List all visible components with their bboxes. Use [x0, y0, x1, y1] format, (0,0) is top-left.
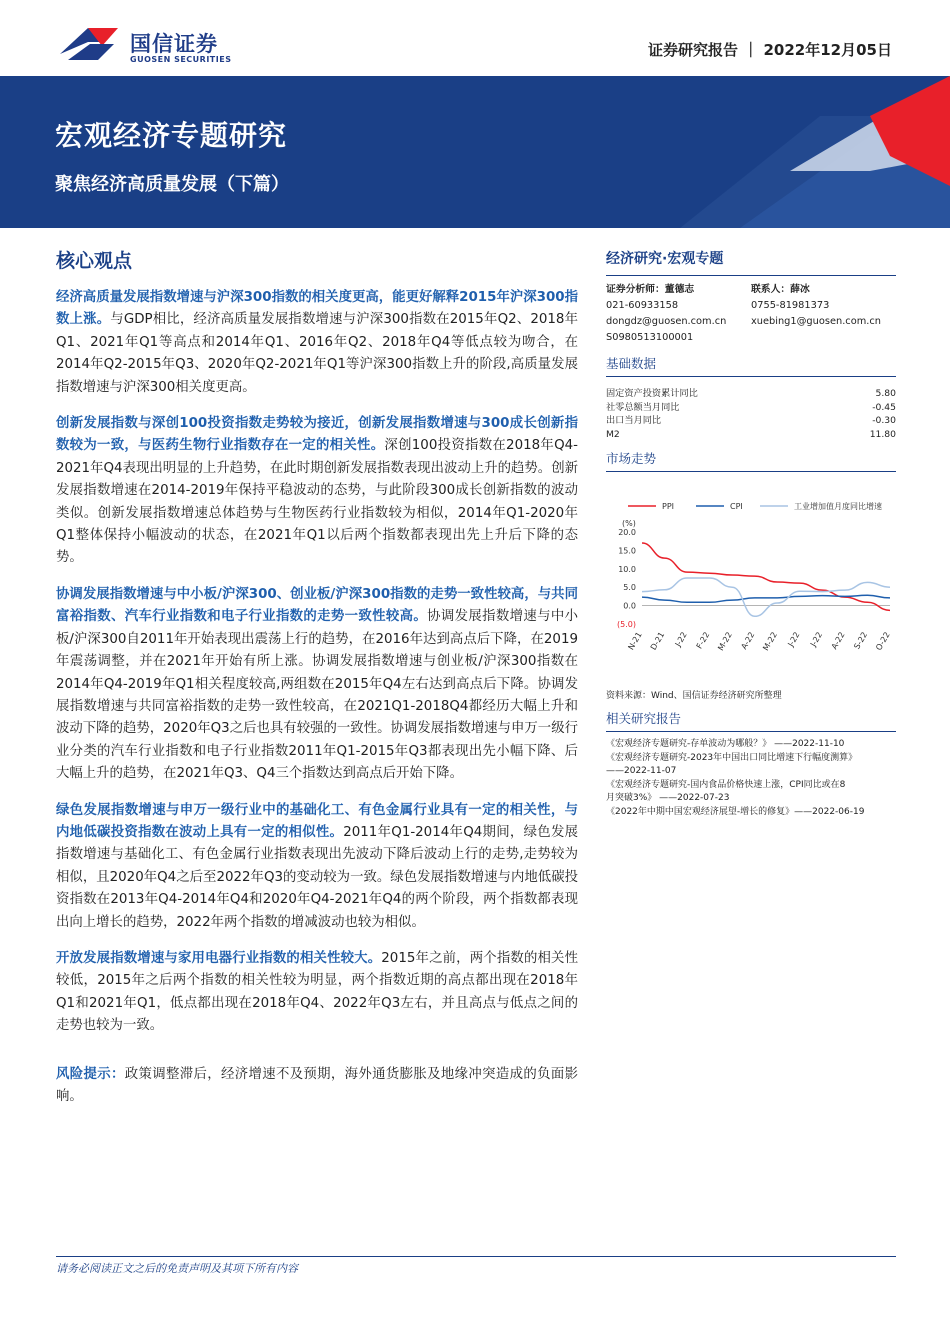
x-tick-label: J-22 — [786, 630, 802, 649]
x-tick-label: M-22 — [761, 630, 780, 653]
report-subtitle: 聚焦经济高质量发展（下篇） — [55, 174, 289, 195]
x-tick-label: J-22 — [673, 630, 689, 649]
paragraph-text: 2011年Q1-2014年Q4期间，绿色发展指数增速与基础化工、有色金属行业指数表现出先波动下降后波动上行的走势,走势较为相似，且2020年Q4之后至2022年Q3的变动较为一致。绿色发展指数增速与内地低碳投资指数在2013年Q4-2014年Q4和2020年Q4-2021年Q4的两个阶段，两个指数都表现出向上增长的趋势，2022年两个指数的增减波动也较为相似。 — [56, 824, 579, 930]
paragraph-highlight: 协调发展指数增速与中小板/沪深300、创业板/沪深300指数的走势一致性较高，与共同富裕指数、汽车行业指数和电子行业指数的走势一致性较高。 — [56, 586, 578, 625]
series-line — [642, 543, 890, 610]
paragraph-2 — [56, 413, 578, 570]
stat-label: 社零总额当月同比 — [606, 401, 680, 413]
stat-row — [606, 428, 896, 442]
x-tick-label: N-21 — [626, 630, 644, 652]
analyst-name: 联系人：薛冰 — [751, 284, 810, 295]
footer-disclaimer: 请务必阅读正文之后的免责声明及其项下所有内容 — [56, 1262, 298, 1275]
risk-label: 风险提示： — [56, 1066, 125, 1082]
logo-text-en: GUOSEN SECURITIES — [130, 55, 232, 64]
related-reports-list — [606, 738, 896, 820]
y-tick-label: 15.0 — [618, 546, 636, 556]
related-report-item[interactable]: 《宏观经济专题研究-存单波动为哪般？》 ——2022-11-10 — [606, 739, 845, 749]
y-tick-label: 0.0 — [623, 601, 636, 611]
analyst-email[interactable]: dongdz@guosen.com.cn — [606, 316, 727, 327]
x-tick-label: S-22 — [852, 630, 870, 651]
stat-row — [606, 401, 896, 415]
line-chart — [606, 484, 896, 684]
analyst-2 — [751, 282, 896, 346]
legend-label: CPI — [730, 502, 743, 511]
x-tick-label: M-22 — [716, 630, 734, 653]
paragraph-4 — [56, 800, 578, 934]
related-report-item: ——2022-11-07 — [606, 766, 677, 777]
market-trend-chart — [606, 484, 896, 684]
related-report-item[interactable]: 《宏观经济专题研究-国内食品价格快速上涨，CPI同比或在8 — [606, 779, 846, 790]
stat-label: 固定资产投资累计同比 — [606, 388, 698, 399]
analyst-phone: 0755-81981373 — [751, 300, 830, 311]
basic-data-title: 基础数据 — [606, 348, 896, 377]
footer-divider — [56, 1256, 896, 1257]
market-trend-title: 市场走势 — [606, 443, 896, 472]
analyst-phone: 021-60933158 — [606, 300, 679, 311]
x-tick-label: D-21 — [648, 630, 667, 652]
x-tick-label: A-22 — [829, 630, 847, 651]
report-type-date: 证券研究报告 ｜ 2022年12月05日 — [648, 41, 892, 59]
y-tick-label: (5.0) — [617, 620, 636, 629]
stat-label: 出口当月同比 — [606, 415, 662, 426]
stat-value: -0.30 — [872, 415, 896, 426]
paragraph-text: 与GDP相比，经济高质量发展指数增速与沪深300指数在2015年Q2、2018年Q1、2021年Q1等高点和2014年Q1、2016年Q2、2018年Q4等低点较为吻合，在2014年Q2-2015年Q3、2020年Q2-2021年Q1等沪深300指数上升的阶段,高质量发展指数增速与沪深300相关度更高。 — [56, 312, 579, 395]
related-report-item[interactable]: 《2022年中期中国宏观经济展望-增长的修复》——2022-06-19 — [606, 806, 865, 817]
y-axis-unit: (%) — [622, 519, 636, 528]
paragraph-1 — [56, 287, 578, 399]
risk-warning — [56, 1064, 578, 1109]
risk-text: 政策调整滞后，经济增速不及预期，海外通货膨胀及地缘冲突造成的负面影响。 — [56, 1066, 579, 1104]
report-title: 宏观经济专题研究 — [55, 119, 288, 152]
paragraph-text: 协调发展指数增速与中小板/沪深300自2011年开始表现出震荡上行的趋势，在2016年达到高点后下降，在2019年震荡调整，并在2021年开始有所上涨。协调发展指数增速与创业板/沪深300指数在2014年Q4-2019年Q1相关程度较高,两组数在2015年Q4左右达到高点后下降。协调发展指数增速与共同富裕指数的走势一致性较高，在2021Q1-2018Q4都经历大幅上升和波动下降的趋势，2020年Q3之后也具有较强的一致性。协调发展指数增速与申万一级行业分类的汽车行业指数和电子行业指数2011年Q1-2015年Q3都表现出先小幅下降、后大幅上升的趋势，在2021年Q3、Q4三个指数达到高点后开始下降。 — [56, 609, 579, 782]
section-title: 核心观点 — [56, 250, 133, 272]
legend-label: 工业增加值月度同比增速 — [794, 502, 882, 511]
analyst-name: 证券分析师：董德志 — [606, 284, 695, 295]
stat-value: 5.80 — [875, 388, 896, 399]
legend-label: PPI — [662, 502, 675, 511]
paragraph-highlight: 绿色发展指数增速与申万一级行业中的基础化工、有色金属行业具有一定的相关性，与内地低碳投资指数在波动上具有一定的相似性。 — [56, 802, 578, 840]
banner-decoration — [620, 76, 950, 228]
chart-source: 资料来源：Wind、国信证券经济研究所整理 — [606, 691, 782, 701]
page-header — [0, 0, 950, 76]
x-tick-label: O-22 — [874, 630, 892, 652]
stat-row — [606, 414, 896, 428]
report-category: 经济研究·宏观专题 — [606, 248, 896, 276]
x-tick-label: J-22 — [808, 630, 825, 649]
analyst-email[interactable]: xuebing1@guosen.com.cn — [751, 316, 881, 327]
x-tick-label: F-22 — [694, 630, 712, 651]
analyst-info — [606, 282, 896, 346]
related-report-item: 月突破3%》 ——2022-07-23 — [606, 793, 730, 804]
paragraph-3 — [56, 584, 578, 786]
paragraph-highlight: 创新发展指数与深创100投资指数走势较为接近，创新发展指数增速与300成长创新指数较为一致，与医药生物行业指数存在一定的相关性。 — [56, 416, 578, 454]
analyst-1 — [606, 282, 751, 346]
sidebar — [606, 248, 896, 820]
y-tick-label: 10.0 — [618, 564, 636, 574]
paragraph-text: 深创100投资指数在2018年Q4-2021年Q4表现出明显的上升趋势，在此时期创新发展指数表现出波动上升的趋势。创新发展指数增速在2014-2019年保持平稳波动的态势，与此阶段300成长创新指数的波动类似。创新发展指数增速总体趋势与生物医药行业指数较为相似，2014年Q1-2020年Q1整体保持小幅波动的状态，在2021年Q1以后两个指数都表现出先上升后下降的态势。 — [56, 438, 579, 566]
core-viewpoints — [56, 246, 578, 1122]
related-report-item[interactable]: 《宏观经济专题研究-2023年中国出口同比增速下行幅度测算》 — [606, 752, 858, 763]
y-tick-label: 5.0 — [623, 583, 636, 593]
y-tick-label: 20.0 — [618, 528, 636, 537]
logo-text-cn: 国信证券 — [130, 32, 218, 56]
basic-data-table — [606, 387, 896, 441]
title-banner — [0, 76, 950, 228]
stat-value: 11.80 — [869, 428, 896, 440]
x-tick-label: A-22 — [739, 630, 757, 651]
paragraph-5 — [56, 948, 578, 1038]
paragraph-highlight: 开放发展指数增速与家用电器行业指数的相关性较大。 — [56, 950, 382, 966]
stat-row — [606, 387, 896, 401]
paragraph-text: 2015年之前，两个指数的相关性较低，2015年之后两个指数的相关性较为明显，两个指数近期的高点都出现在2018年Q1和2021年Q1，低点都出现在2018年Q4、2022年Q3左右，并且高点与低点之间的走势也较为一致。 — [56, 950, 578, 1034]
stat-label: M2 — [606, 428, 620, 440]
guosen-logo-icon — [58, 24, 120, 64]
stat-value: -0.45 — [872, 401, 896, 413]
related-reports-title: 相关研究报告 — [606, 703, 896, 732]
analyst-cert: S0980513100001 — [606, 332, 694, 343]
paragraph-highlight: 经济高质量发展指数增速与沪深300指数的相关度更高，能更好解释2015年沪深300指数上涨。 — [56, 290, 578, 328]
